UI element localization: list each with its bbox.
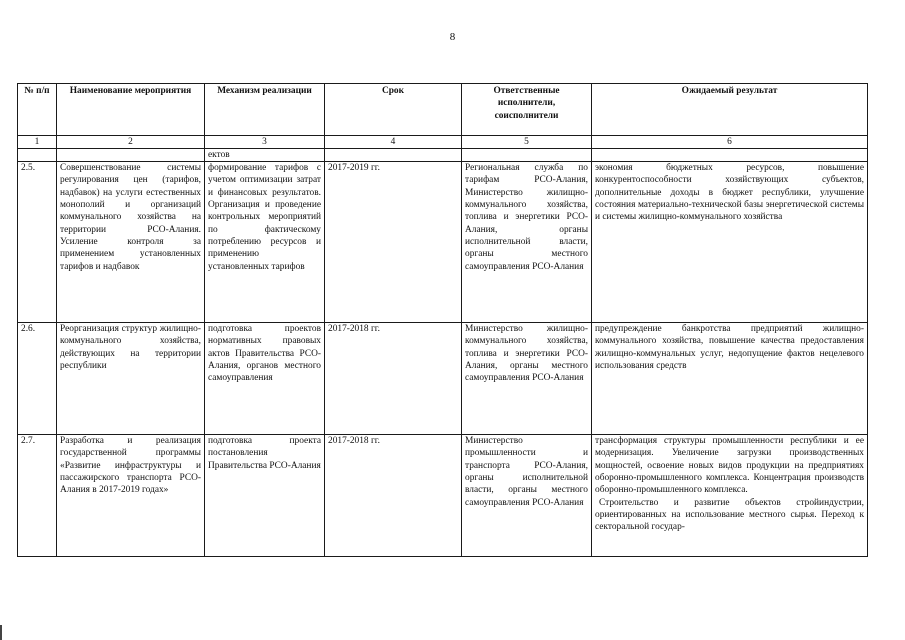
row-number: 2.5. [18,162,57,323]
mechanism: подготовка проектов нормативных правовых актов Правительства РСО-Алания, органов местного самоуправления [205,323,325,435]
header-result: Ожидаемый результат [592,84,868,136]
term: 2017-2018 гг. [325,435,462,557]
continuation-cell [18,149,57,162]
term: 2017-2018 гг. [325,323,462,435]
header-mechanism: Механизм реализации [205,84,325,136]
expected-result-continued: Строительство и развитие объектов стройиндустрии, ориентированных на использование местного сырья. Переход к секторальной государ- [595,497,864,533]
column-number: 5 [462,136,592,149]
event-name: Совершенствование системы регулирования цен (тарифов, надбавок) на услуги естественных монополий и организаций коммунального хозяйства на территории РСО-Алания. Усиление контроля за применением установленных тарифов и надбавок [57,162,205,323]
continuation-cell [462,149,592,162]
header-number: № п/п [18,84,57,136]
header-row [18,84,868,136]
continuation-row [18,149,868,162]
header-term: Срок [325,84,462,136]
table-row [18,162,868,323]
term: 2017-2019 гг. [325,162,462,323]
table-row [18,323,868,435]
page-number: 8 [449,31,456,43]
continuation-mechanism: ектов [205,149,325,162]
executors: Министерство промышленности и транспорта РСО-Алания, органы исполнительной власти, органы местного самоуправления РСО-Алания [462,435,592,557]
column-number: 4 [325,136,462,149]
row-number: 2.6. [18,323,57,435]
mechanism: формирование тарифов с учетом оптимизации затрат и финансовых результатов. Организация и проведение контрольных мероприятий по фактическому потреблению ресурсов и применению установленных тарифов [205,162,325,323]
executors: Министерство жилищно-коммунального хозяйства, топлива и энергетики РСО-Алания, органы местного самоуправления РСО-Алания [462,323,592,435]
column-number: 2 [57,136,205,149]
header-event-name: Наименование мероприятия [57,84,205,136]
expected-result: экономия бюджетных ресурсов, повышение конкурентоспособности хозяйствующих субъектов, дополнительные доходы в бюджет республики, улучшение состояния материально-технической базы энергетической системы и системы жилищно-коммунального хозяйства [592,162,868,323]
continuation-cell [325,149,462,162]
column-number: 3 [205,136,325,149]
scan-edge-mark [0,625,2,640]
expected-result: предупреждение банкротства предприятий жилищно-коммунального хозяйства, повышение качества предоставления жилищно-коммунальных услуг, недопущение фактов нецелевого использования средств [592,323,868,435]
row-number: 2.7. [18,435,57,557]
continuation-cell [592,149,868,162]
action-plan-table [17,83,868,557]
expected-result-text: трансформация структуры промышленности республики и ее модернизация. Увеличение загрузки производственных мощностей, освоение новых видов продукции на предприятиях оборонно-промышленного комплекса. Концентрация производств оборонно-промышленного комплекса. [595,436,864,496]
continuation-cell [57,149,205,162]
executors: Региональная служба по тарифам РСО-Алания, Министерство жилищно-коммунального хозяйства, топлива и энергетики РСО-Алания, органы исполнительной власти, органы местного самоуправления РСО-Алания [462,162,592,323]
header-executors: Ответственные исполнители, соисполнители [462,84,592,136]
expected-result [592,435,868,557]
event-name: Разработка и реализация государственной программы «Развитие инфраструктуры и пассажирского транспорта РСО-Алания в 2017-2019 годах» [57,435,205,557]
column-number-row [18,136,868,149]
event-name: Реорганизация структур жилищно-коммунального хозяйства, действующих на территории республики [57,323,205,435]
column-number: 1 [18,136,57,149]
mechanism: подготовка проекта постановления Правительства РСО-Алания [205,435,325,557]
table-row [18,435,868,557]
column-number: 6 [592,136,868,149]
